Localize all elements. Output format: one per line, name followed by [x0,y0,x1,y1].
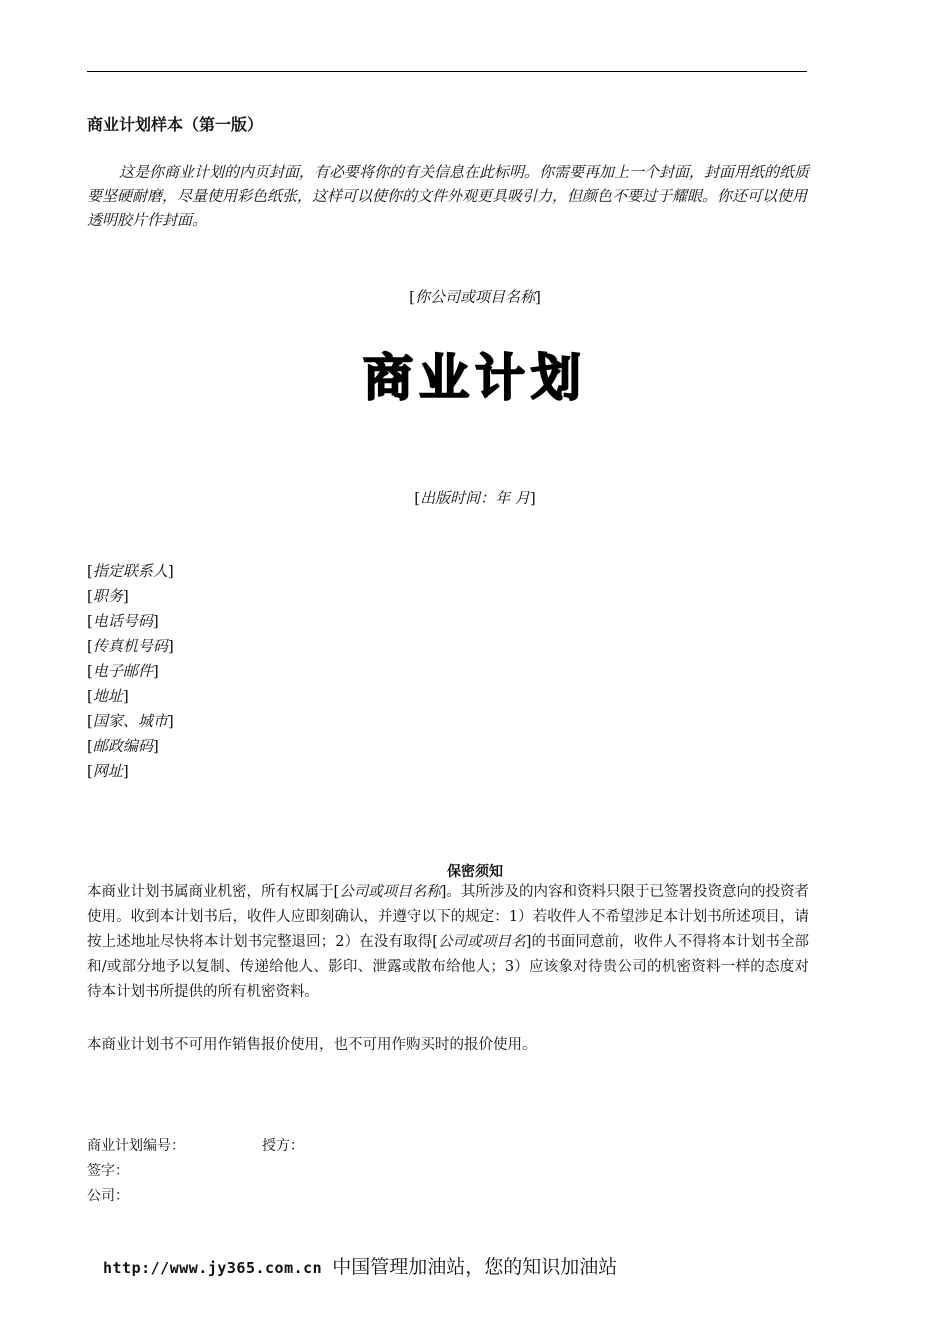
contact-item-title: [职务] [87,587,129,605]
plan-number-label: 商业计划编号： [87,1138,185,1154]
footer-url[interactable]: http://www.jy365.com.cn [103,1259,323,1277]
confidentiality-title: 保密须知 [447,864,503,880]
contact-list [87,559,174,784]
contact-item-phone: [电话号码] [87,612,159,630]
document-heading: 商业计划样本（第一版） [87,115,264,134]
contact-item-fax: [传真机号码] [87,637,174,655]
signature-label: 签字： [87,1163,129,1179]
contact-item-person: [指定联系人] [87,562,174,580]
intro-paragraph: 这是你商业计划的内页封面，有必要将你的有关信息在此标明。你需要再加上一个封面，封面用纸的纸质要坚硬耐磨，尽量使用彩色纸张，这样可以使你的文件外观更具吸引力，但颜色不要过于耀眼。你还可以使用透明胶片作封面。 [87,163,810,229]
footer-slogan: 中国管理加油站，您的知识加油站 [332,1256,618,1278]
top-rule [87,71,807,72]
footer [103,1252,617,1279]
contact-item-address: [地址] [87,687,129,705]
contact-item-email: [电子邮件] [87,662,159,680]
company-label: 公司： [87,1188,129,1204]
pricing-disclaimer: 本商业计划书不可用作销售报价使用，也不可用作购买时的报价使用。 [87,1037,537,1053]
cover-title: 商业计划 [363,349,587,407]
grantee-label: 授方： [262,1138,304,1154]
confidentiality-paragraph: 本商业计划书属商业机密，所有权属于[公司或项目名称]。其所涉及的内容和资料只限于已签署投资意向的投资者使用。收到本计划书后，收件人应即刻确认，并遵守以下的规定：1）若收件人不希望涉足本计划书所述项目，请按上述地址尽快将本计划书完整退回；2）在没有取得[公司或项目名]的书面同意前，收件人不得将本计划书全部和/或部分地予以复制、传递给他人、影印、泄露或散布给他人；3）应该象对待贵公司的机密资料一样的态度对待本计划书所提供的所有机密资料。 [87,884,810,1000]
company-name-placeholder: [你公司或项目名称] [409,288,541,306]
contact-item-country-city: [国家、城市] [87,712,174,730]
issue-date-placeholder: [出版时间：年 月] [414,489,536,507]
contact-item-postcode: [邮政编码] [87,737,159,755]
contact-item-website: [网址] [87,762,129,780]
